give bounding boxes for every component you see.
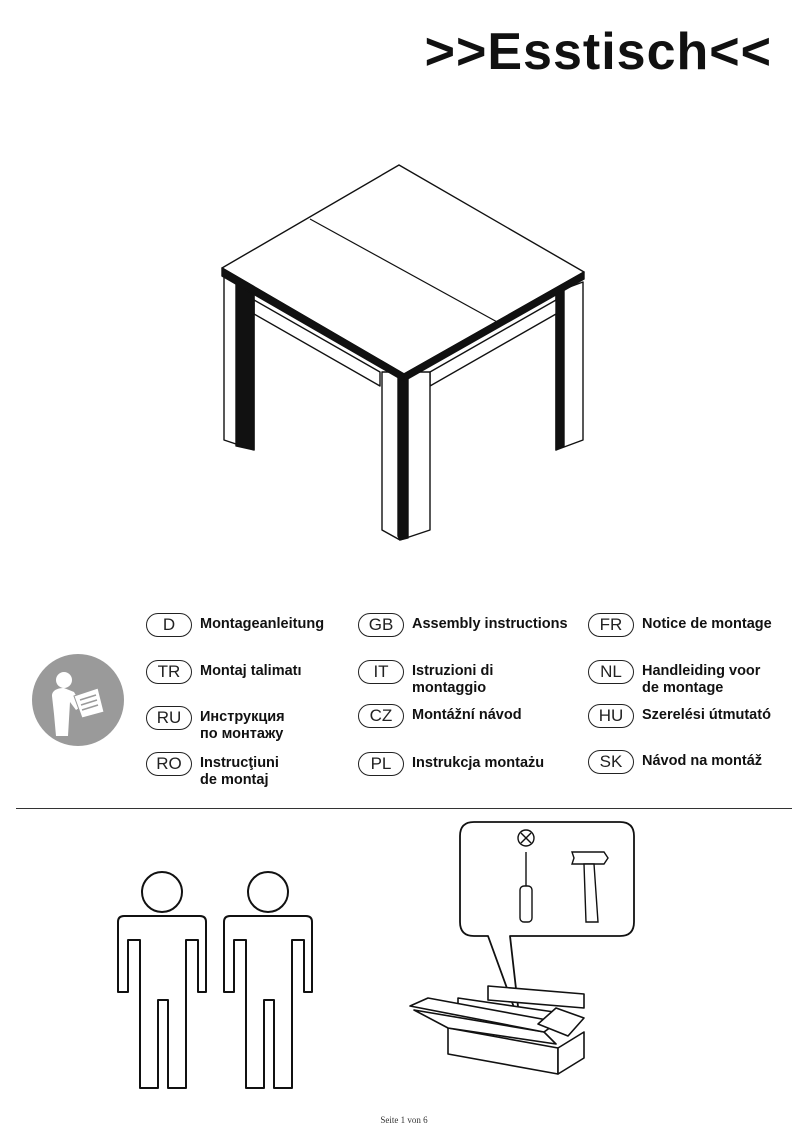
lang-code-badge: HU <box>588 704 634 728</box>
lang-code-badge: PL <box>358 752 404 776</box>
lang-row-cz <box>358 704 582 728</box>
lang-code-badge: CZ <box>358 704 404 728</box>
table-illustration <box>0 0 808 560</box>
lang-label: Assembly instructions <box>412 616 568 632</box>
lang-code-badge: RU <box>146 706 192 730</box>
lang-code-badge: NL <box>588 660 634 684</box>
lang-row-hu <box>588 704 808 728</box>
lang-row-d <box>146 613 370 637</box>
lang-label: Istruzioni di montaggio <box>412 663 494 696</box>
toolbox-icon <box>410 986 584 1074</box>
document-title: >>Esstisch<< <box>424 23 772 81</box>
lang-code-badge: D <box>146 613 192 637</box>
lang-label: Szerelési útmutató <box>642 707 771 723</box>
lang-row-nl <box>588 660 808 697</box>
lang-code-badge: GB <box>358 613 404 637</box>
tools-illustration <box>408 818 638 1078</box>
lang-row-fr <box>588 613 808 637</box>
lang-row-it <box>358 660 582 697</box>
read-manual-icon <box>30 652 126 748</box>
lang-row-sk <box>588 750 808 774</box>
lang-code-badge: FR <box>588 613 634 637</box>
lang-label: Montaj talimatı <box>200 663 302 679</box>
lang-code-badge: SK <box>588 750 634 774</box>
lang-label: Montageanleitung <box>200 616 325 632</box>
lang-label: Инструкция по монтажу <box>200 709 285 742</box>
lang-label: Instrukcja montażu <box>412 755 545 771</box>
lang-label: Notice de montage <box>642 616 772 632</box>
lang-row-gb <box>358 613 582 637</box>
lang-row-ro <box>146 752 370 789</box>
lang-code-badge: RO <box>146 752 192 776</box>
lang-row-pl <box>358 752 582 776</box>
section-divider <box>16 808 792 809</box>
two-persons-icon <box>110 860 320 1100</box>
lang-row-tr <box>146 660 370 684</box>
lang-row-ru <box>146 706 370 743</box>
lang-label: Handleiding voor de montage <box>642 663 761 696</box>
lang-label: Montážní návod <box>412 707 522 723</box>
lang-code-badge: IT <box>358 660 404 684</box>
lang-label: Návod na montáž <box>642 753 763 769</box>
page-number: Seite 1 von 6 <box>380 1115 428 1125</box>
lang-label: Instrucţiuni de montaj <box>200 755 279 788</box>
lang-code-badge: TR <box>146 660 192 684</box>
